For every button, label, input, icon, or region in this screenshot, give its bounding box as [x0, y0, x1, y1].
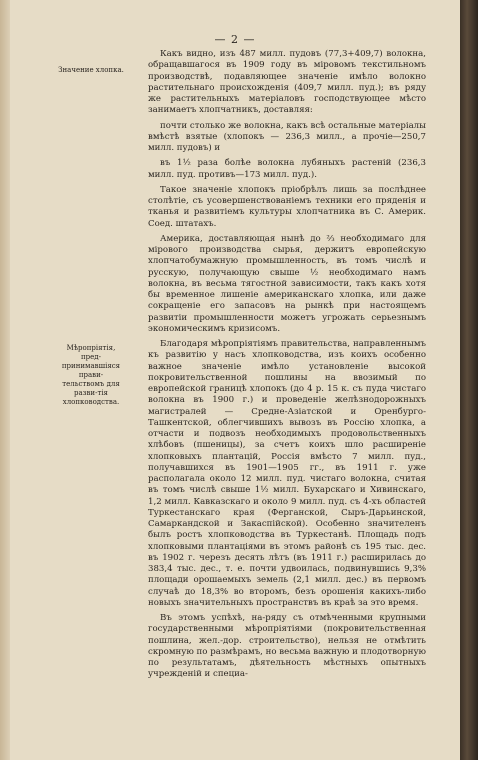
- paragraph-intro: Какъ видно, изъ 487 милл. пудовъ (77,3+409,7) волокна, обращавшагося въ 1909 году въ міровомъ текстильномъ производствѣ, подавляющее значеніе имѣло волокно растительнаго происхожденія (409,7 милл. пуд.); въ ряду же растительныхъ матеріаловъ господствующее мѣсто занимаетъ хлопчатникъ, доставляя:: [148, 49, 426, 116]
- paragraph-america: Америка, доставляющая нынѣ до ⅔ необходимаго для мірового производства сырья, держитъ европейскую хлопчатобумажную промышленность, въ томъ числѣ и русскую, получающую свыше ½ необходимаго намъ волокна, въ весьма тягостной зависимости, такъ какъ хотя бы временное лишеніе американскаго хлопка, или даже сокращеніе его запасовъ на рынкѣ при настоящемъ развитіи промышленности можетъ угрожать серьезнымъ экономическимъ кризисомъ.: [148, 233, 426, 334]
- margin-note-government-measures: Мѣропріятія, пред-принимавшіяся прави-тельствомъ для разви-тія хлопководства.: [61, 344, 121, 406]
- page-number: — 2 —: [214, 33, 256, 46]
- margin-note-cotton-value: Значение хлопка.: [58, 66, 124, 74]
- page-edge-right: [460, 0, 478, 760]
- paragraph-point-1: почти столько же волокна, какъ всѣ остальные матеріалы вмѣстѣ взятые (хлопокъ — 236,3 милл., а прочіе—250,7 милл. пудовъ) и: [148, 120, 426, 153]
- body-text: [148, 49, 426, 681]
- paragraph-government-measures: Благодаря мѣропріятіямъ правительства, направленнымъ къ развитію у насъ хлопководства, изъ коихъ особенно важное значеніе имѣло установленіе высокой покровительственной пошлины на ввозимый по европейской границѣ хлопокъ (до 4 р. 15 к. съ пуда чистаго волокна въ 1900 г.) и проведеніе желѣзнодорожныхъ магистралей — Средне-Азіатской и Оренбурго-Ташкентской, облегчившихъ вывозъ въ Россію хлопка, а отчасти и подвозъ необходимыхъ продовольственныхъ хлѣбовъ (пшеницы), за счетъ коихъ шло расширеніе хлопковыхъ плантацій, Россія вмѣсто 7 милл. пуд., получавшихся въ 1901—1905 гг., въ 1911 г. уже располагала около 12 милл. пуд. чистаго волокна, считая въ томъ числѣ свыше 1½ милл. Бухарскаго и Хивинскаго, 1,2 милл. Кавказскаго и около 9 милл. пуд. съ 4-хъ областей Туркестанскаго края (Ферганской, Сыръ-Дарьинской, Самаркандской и Закаспійской). Особенно значителенъ былъ ростъ хлопководства въ Туркестанѣ. Площадь подъ хлопковыми плантаціями въ этомъ районѣ съ 195 тыс. дес. въ 1902 г. черезъ десять лѣтъ (въ 1911 г.) расширилась до 383,4 тыс. дес., т. е. почти удвоилась, подвинувшись 9,3% площади орошаемыхъ земель (2,1 милл. дес.) въ первомъ случаѣ до 18,3% во второмъ, безъ орошенія какихъ-либо новыхъ значительныхъ пространствъ въ краѣ за это время.: [148, 339, 426, 608]
- document-page: [10, 0, 460, 760]
- paragraph-success: Въ этомъ успѣхѣ, на-ряду съ отмѣченными крупными государственными мѣропріятіями (покровительственная пошлина, жел.-дор. строительство), нельзя не отмѣтить скромную по размѣрамъ, но весьма важную и плодотворную по результатамъ, дѣятельность мѣстныхъ опытныхъ учрежденій и специа-: [148, 613, 426, 680]
- paragraph-history: Такое значеніе хлопокъ пріобрѣлъ лишь за послѣднее столѣтіе, съ усовершенствованіемъ техники его пряденія и тканья и развитіемъ культуры хлопчатника въ С. Америк. Соед. штатахъ.: [148, 184, 426, 229]
- page-edge-left: [0, 0, 10, 760]
- paragraph-point-2: въ 1½ раза болѣе волокна лубяныхъ растеній (236,3 милл. пуд. противъ—173 милл. пуд.).: [148, 158, 426, 180]
